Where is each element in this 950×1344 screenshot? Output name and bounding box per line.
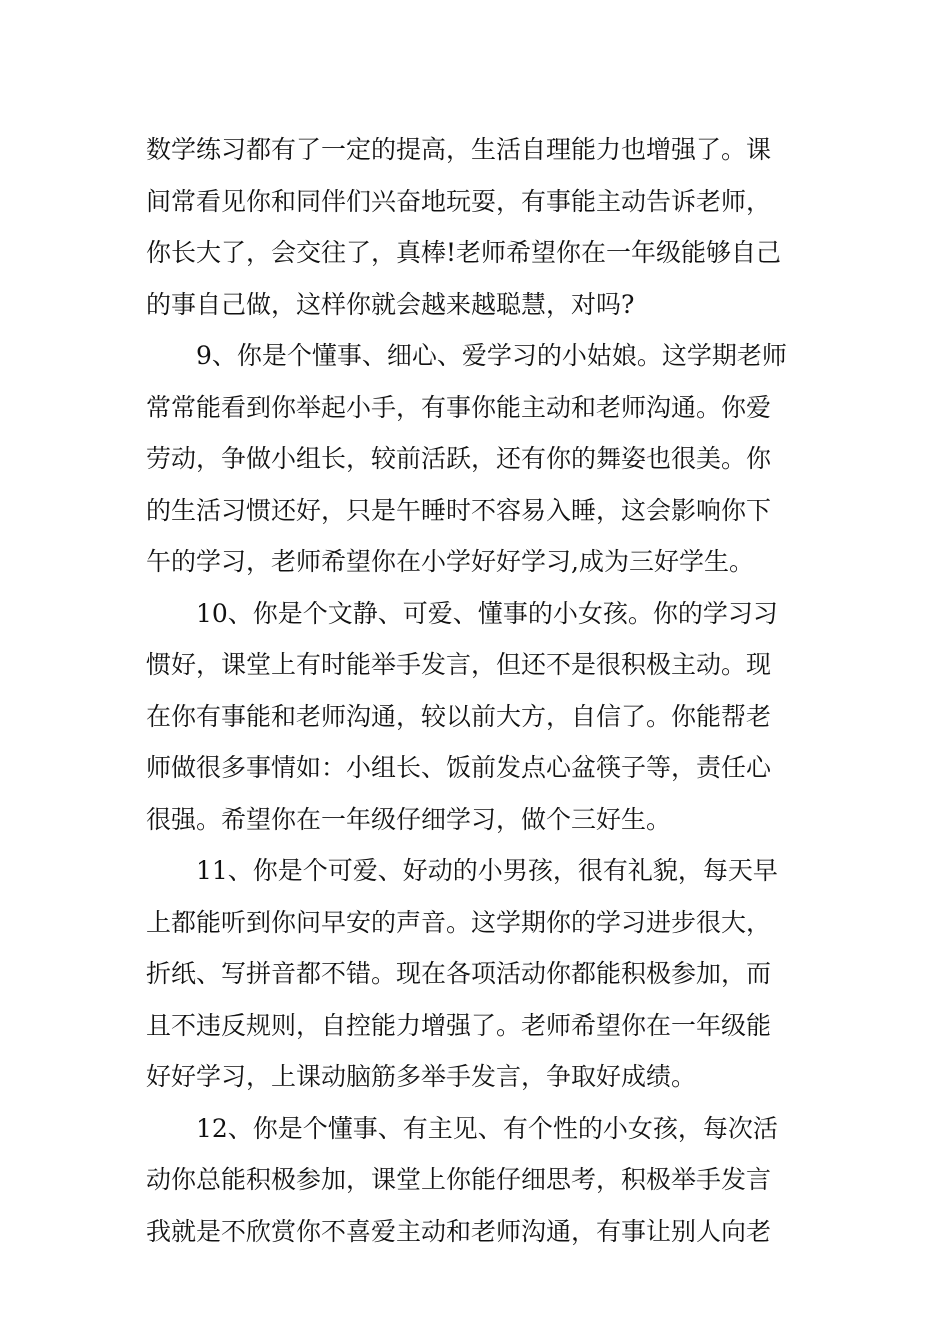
text-line: 好好学习，上课动脑筋多举手发言，争取好成绩。 <box>146 1062 697 1091</box>
text-line: 折纸、写拼音都不错。现在各项活动你都能积极参加，而 <box>146 959 772 988</box>
text-line: 你长大了，会交往了，真棒!老师希望你在一年级能够自己 <box>146 238 782 267</box>
paragraph-11-first-line: 11、你是个可爱、好动的小男孩，很有礼貌，每天早 <box>196 856 778 885</box>
paragraph-9-first-line: 9、你是个懂事、细心、爱学习的小姑娘。这学期老师 <box>196 341 787 370</box>
text-line: 动你总能积极参加，课堂上你能仔细思考，积极举手发言 <box>146 1165 772 1194</box>
text-line: 午的学习，老师希望你在小学好好学习,成为三好学生。 <box>146 547 754 576</box>
paragraph-10-first-line: 10、你是个文静、可爱、懂事的小女孩。你的学习习 <box>196 599 778 628</box>
text-line: 的生活习惯还好，只是午睡时不容易入睡，这会影响你下 <box>146 496 772 525</box>
text-line: 惯好，课堂上有时能举手发言，但还不是很积极主动。现 <box>146 650 772 679</box>
text-line: 劳动，争做小组长，较前活跃，还有你的舞姿也很美。你 <box>146 444 772 473</box>
text-line: 常常能看到你举起小手，有事你能主动和老师沟通。你爱 <box>146 393 772 422</box>
text-line: 的事自己做，这样你就会越来越聪慧，对吗? <box>146 290 635 319</box>
text-line: 我就是不欣赏你不喜爱主动和老师沟通，有事让别人向老 <box>146 1217 772 1246</box>
paragraph-12-first-line: 12、你是个懂事、有主见、有个性的小女孩，每次活 <box>196 1114 778 1143</box>
text-line: 间常看见你和同伴们兴奋地玩耍，有事能主动告诉老师， <box>146 187 772 216</box>
text-line: 在你有事能和老师沟通，较以前大方，自信了。你能帮老 <box>146 702 772 731</box>
text-line: 上都能听到你问早安的声音。这学期你的学习进步很大， <box>146 908 772 937</box>
text-line: 很强。希望你在一年级仔细学习，做个三好生。 <box>146 805 672 834</box>
text-line: 且不违反规则，自控能力增强了。老师希望你在一年级能 <box>146 1011 772 1040</box>
text-line: 数学练习都有了一定的提高，生活自理能力也增强了。课 <box>146 135 772 164</box>
text-line: 师做很多事情如：小组长、饭前发点心盆筷子等，责任心 <box>146 753 772 782</box>
